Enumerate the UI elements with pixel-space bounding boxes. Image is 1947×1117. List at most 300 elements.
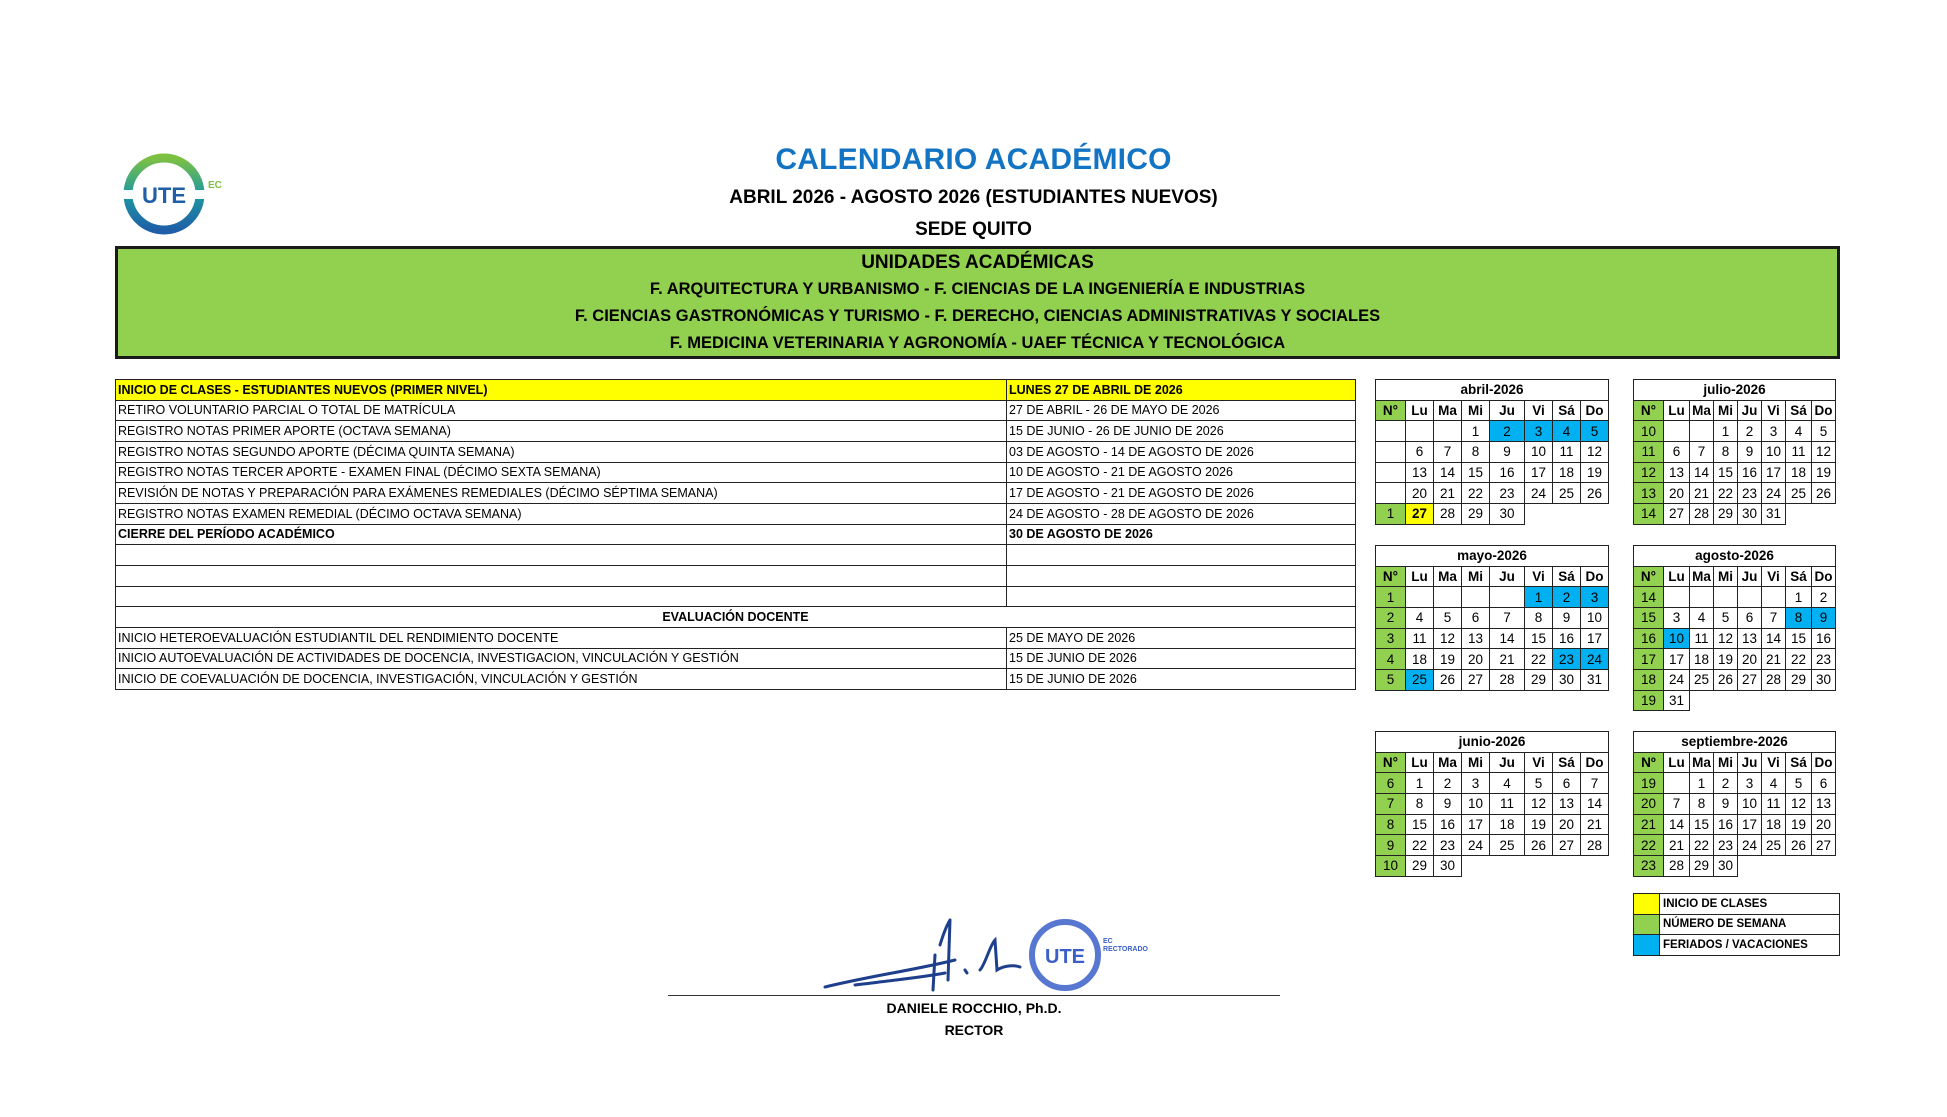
day-cell: 18 <box>1690 649 1714 670</box>
day-cell: 3 <box>1581 587 1609 608</box>
day-cell: 16 <box>1553 628 1581 649</box>
day-cell: 15 <box>1714 462 1738 483</box>
day-cell <box>1434 421 1462 442</box>
table-row <box>116 441 1356 462</box>
table-row <box>116 483 1356 504</box>
day-cell: 16 <box>1490 462 1525 483</box>
day-cell: 9 <box>1812 607 1836 628</box>
empty-cell <box>1553 503 1581 524</box>
day-cell: 14 <box>1581 793 1609 814</box>
table-row-empty <box>116 586 1356 607</box>
day-cell: 22 <box>1462 483 1490 504</box>
day-cell: 27 <box>1664 503 1690 524</box>
day-cell: 2 <box>1434 773 1462 794</box>
day-cell: 26 <box>1786 835 1812 856</box>
day-cell: 22 <box>1406 835 1434 856</box>
day-cell: 4 <box>1553 421 1581 442</box>
day-header: Do <box>1812 566 1836 587</box>
day-header: Do <box>1581 566 1609 587</box>
academic-units-line: F. ARQUITECTURA Y URBANISMO - F. CIENCIAS DE LA INGENIERÍA E INDUSTRIAS <box>649 280 1306 298</box>
day-cell: 22 <box>1714 483 1738 504</box>
day-cell: 12 <box>1786 793 1812 814</box>
week-row <box>1634 441 1836 462</box>
legend <box>1633 893 1840 956</box>
empty-cell <box>1786 503 1812 524</box>
day-cell: 17 <box>1525 462 1553 483</box>
day-cell: 29 <box>1462 503 1490 524</box>
day-cell: 18 <box>1490 814 1525 835</box>
day-cell: 20 <box>1462 649 1490 670</box>
empty-cell <box>1812 503 1836 524</box>
legend-label: FERIADOS / VACACIONES <box>1660 935 1840 956</box>
week-number: 2 <box>1376 607 1406 628</box>
day-cell: 13 <box>1462 628 1490 649</box>
week-row <box>1376 773 1609 794</box>
day-cell: 25 <box>1786 483 1812 504</box>
day-cell: 21 <box>1690 483 1714 504</box>
page-subtitle: ABRIL 2026 - AGOSTO 2026 (ESTUDIANTES NUEVOS) <box>729 187 1218 208</box>
day-cell: 29 <box>1714 503 1738 524</box>
calendar-agosto-2026 <box>1633 545 1836 711</box>
day-cell: 7 <box>1664 793 1690 814</box>
day-cell: 12 <box>1714 628 1738 649</box>
date-cell: 10 DE AGOSTO - 21 DE AGOSTO 2026 <box>1007 462 1356 483</box>
empty-cell <box>1738 690 1762 711</box>
day-header: Ma <box>1690 566 1714 587</box>
day-cell: 29 <box>1786 669 1812 690</box>
activity-cell: INICIO DE CLASES - ESTUDIANTES NUEVOS (PRIMER NIVEL) <box>116 380 1007 401</box>
week-number: 6 <box>1376 773 1406 794</box>
legend-swatch <box>1634 894 1660 915</box>
day-cell: 25 <box>1690 669 1714 690</box>
day-cell <box>1714 587 1738 608</box>
day-cell: 19 <box>1714 649 1738 670</box>
evaluation-heading: EVALUACIÓN DOCENTE <box>116 607 1356 628</box>
academic-units-heading: UNIDADES ACADÉMICAS <box>861 252 1094 273</box>
day-cell: 10 <box>1664 628 1690 649</box>
empty-cell <box>1490 855 1525 876</box>
day-cell: 24 <box>1581 649 1609 670</box>
day-header: Lu <box>1664 400 1690 421</box>
day-cell <box>1664 421 1690 442</box>
day-cell: 2 <box>1714 773 1738 794</box>
day-cell: 27 <box>1812 835 1836 856</box>
day-cell: 26 <box>1581 483 1609 504</box>
day-cell: 6 <box>1664 441 1690 462</box>
signature-and-stamp <box>815 915 1215 995</box>
day-cell <box>1762 587 1786 608</box>
day-cell: 17 <box>1762 462 1786 483</box>
day-header: Lu <box>1406 400 1434 421</box>
day-cell: 22 <box>1690 835 1714 856</box>
day-cell: 23 <box>1490 483 1525 504</box>
week-row <box>1634 669 1836 690</box>
day-cell: 20 <box>1812 814 1836 835</box>
day-cell: 21 <box>1490 649 1525 670</box>
empty-cell <box>1553 855 1581 876</box>
day-cell: 24 <box>1525 483 1553 504</box>
day-header: Sá <box>1553 566 1581 587</box>
week-number: 19 <box>1634 773 1664 794</box>
day-cell: 27 <box>1553 835 1581 856</box>
day-header: Ju <box>1738 752 1762 773</box>
day-cell: 17 <box>1581 628 1609 649</box>
day-cell: 24 <box>1738 835 1762 856</box>
svg-text:UTE: UTE <box>1045 946 1085 968</box>
week-number-header: N° <box>1376 752 1406 773</box>
week-row <box>1634 649 1836 670</box>
day-header: Do <box>1581 400 1609 421</box>
table-row <box>116 503 1356 524</box>
activity-cell: RETIRO VOLUNTARIO PARCIAL O TOTAL DE MATRÍCULA <box>116 400 1007 421</box>
day-cell: 23 <box>1434 835 1462 856</box>
week-number: 13 <box>1634 483 1664 504</box>
week-number: 14 <box>1634 503 1664 524</box>
day-header: Ma <box>1434 566 1462 587</box>
day-cell: 12 <box>1525 793 1553 814</box>
day-cell: 17 <box>1462 814 1490 835</box>
week-row <box>1634 587 1836 608</box>
day-cell: 14 <box>1664 814 1690 835</box>
table-row <box>116 627 1356 648</box>
day-cell: 20 <box>1738 649 1762 670</box>
legend-item <box>1634 894 1840 915</box>
calendar-mayo-2026 <box>1375 545 1609 691</box>
day-cell: 20 <box>1553 814 1581 835</box>
day-cell: 18 <box>1762 814 1786 835</box>
day-cell: 22 <box>1786 649 1812 670</box>
empty-cell <box>1462 855 1490 876</box>
week-row <box>1376 587 1609 608</box>
empty-cell <box>1581 855 1609 876</box>
date-cell: 15 DE JUNIO DE 2026 <box>1007 648 1356 669</box>
week-number: 19 <box>1634 690 1664 711</box>
day-cell: 9 <box>1434 793 1462 814</box>
day-cell <box>1690 421 1714 442</box>
week-number: 15 <box>1634 607 1664 628</box>
day-cell: 30 <box>1738 503 1762 524</box>
week-number: 16 <box>1634 628 1664 649</box>
day-header: Lu <box>1664 752 1690 773</box>
empty-cell <box>1786 690 1812 711</box>
week-number: 20 <box>1634 793 1664 814</box>
week-row <box>1634 421 1836 442</box>
date-cell: 15 DE JUNIO - 26 DE JUNIO DE 2026 <box>1007 421 1356 442</box>
day-cell: 1 <box>1406 773 1434 794</box>
day-cell: 2 <box>1738 421 1762 442</box>
date-cell: 17 DE AGOSTO - 21 DE AGOSTO DE 2026 <box>1007 483 1356 504</box>
day-cell: 26 <box>1525 835 1553 856</box>
day-cell: 28 <box>1490 669 1525 690</box>
day-cell: 20 <box>1406 483 1434 504</box>
day-header: Ju <box>1490 752 1525 773</box>
week-row <box>1634 855 1836 876</box>
week-row <box>1634 835 1836 856</box>
empty-cell <box>1812 855 1836 876</box>
day-header: Do <box>1812 752 1836 773</box>
empty-cell <box>1762 855 1786 876</box>
day-cell: 30 <box>1553 669 1581 690</box>
day-cell: 1 <box>1525 587 1553 608</box>
day-cell: 4 <box>1786 421 1812 442</box>
week-row <box>1376 628 1609 649</box>
day-cell: 7 <box>1581 773 1609 794</box>
activity-cell: REGISTRO NOTAS SEGUNDO APORTE (DÉCIMA QUINTA SEMANA) <box>116 441 1007 462</box>
day-cell: 16 <box>1434 814 1462 835</box>
empty-cell <box>1762 690 1786 711</box>
day-cell: 14 <box>1434 462 1462 483</box>
activity-cell: INICIO HETEROEVALUACIÓN ESTUDIANTIL DEL RENDIMIENTO DOCENTE <box>116 627 1007 648</box>
week-number: 17 <box>1634 649 1664 670</box>
week-row <box>1634 814 1836 835</box>
calendar-septiembre-2026 <box>1633 731 1836 877</box>
date-cell: 03 DE AGOSTO - 14 DE AGOSTO DE 2026 <box>1007 441 1356 462</box>
empty-cell <box>116 545 1007 566</box>
week-number: 10 <box>1376 855 1406 876</box>
day-cell: 9 <box>1738 441 1762 462</box>
month-title: septiembre-2026 <box>1634 732 1836 753</box>
table-row <box>116 669 1356 690</box>
signer-name: DANIELE ROCCHIO, Ph.D. <box>886 1000 1062 1016</box>
day-cell: 30 <box>1714 855 1738 876</box>
day-header: Sá <box>1786 400 1812 421</box>
day-header: Sá <box>1786 566 1812 587</box>
day-cell: 6 <box>1738 607 1762 628</box>
empty-cell <box>1007 565 1356 586</box>
week-number: 9 <box>1376 835 1406 856</box>
day-cell: 5 <box>1812 421 1836 442</box>
month-title: abril-2026 <box>1376 380 1609 401</box>
day-cell: 10 <box>1581 607 1609 628</box>
week-number: 10 <box>1634 421 1664 442</box>
day-header: Mi <box>1714 400 1738 421</box>
day-cell: 21 <box>1762 649 1786 670</box>
week-number: 8 <box>1376 814 1406 835</box>
table-row <box>116 648 1356 669</box>
day-cell: 31 <box>1581 669 1609 690</box>
day-cell: 31 <box>1762 503 1786 524</box>
week-number <box>1376 483 1406 504</box>
week-row <box>1376 483 1609 504</box>
day-cell <box>1664 773 1690 794</box>
empty-cell <box>1581 503 1609 524</box>
empty-cell <box>1714 690 1738 711</box>
activity-cell: REGISTRO NOTAS TERCER APORTE - EXAMEN FINAL (DÉCIMO SEXTA SEMANA) <box>116 462 1007 483</box>
day-header: Sá <box>1553 400 1581 421</box>
day-cell: 2 <box>1553 587 1581 608</box>
week-number: 1 <box>1376 503 1406 524</box>
day-cell: 26 <box>1714 669 1738 690</box>
day-cell <box>1664 587 1690 608</box>
day-cell: 31 <box>1664 690 1690 711</box>
week-number: 4 <box>1376 649 1406 670</box>
legend-swatch <box>1634 935 1660 956</box>
table-row-empty <box>116 545 1356 566</box>
day-cell <box>1738 587 1762 608</box>
week-row <box>1634 462 1836 483</box>
day-header: Ma <box>1690 400 1714 421</box>
calendar-julio-2026 <box>1633 379 1836 525</box>
table-row <box>116 524 1356 545</box>
day-cell: 7 <box>1490 607 1525 628</box>
day-cell: 24 <box>1664 669 1690 690</box>
day-cell: 9 <box>1714 793 1738 814</box>
day-cell: 15 <box>1786 628 1812 649</box>
legend-swatch <box>1634 914 1660 935</box>
day-cell: 19 <box>1812 462 1836 483</box>
week-row <box>1634 773 1836 794</box>
week-number: 18 <box>1634 669 1664 690</box>
day-cell: 5 <box>1434 607 1462 628</box>
week-row <box>1376 855 1609 876</box>
week-row <box>1376 441 1609 462</box>
day-cell: 24 <box>1462 835 1490 856</box>
date-cell: 24 DE AGOSTO - 28 DE AGOSTO DE 2026 <box>1007 503 1356 524</box>
day-cell: 6 <box>1553 773 1581 794</box>
day-cell: 5 <box>1525 773 1553 794</box>
day-cell: 10 <box>1762 441 1786 462</box>
day-cell: 3 <box>1738 773 1762 794</box>
day-cell: 28 <box>1434 503 1462 524</box>
day-cell: 29 <box>1690 855 1714 876</box>
day-cell <box>1490 587 1525 608</box>
day-cell: 13 <box>1553 793 1581 814</box>
empty-cell <box>1738 855 1762 876</box>
date-cell: LUNES 27 DE ABRIL DE 2026 <box>1007 380 1356 401</box>
day-header: Ma <box>1434 752 1462 773</box>
day-cell: 27 <box>1738 669 1762 690</box>
week-number-header: N° <box>1376 566 1406 587</box>
day-cell: 16 <box>1738 462 1762 483</box>
day-header: Mi <box>1714 752 1738 773</box>
day-header: Sá <box>1553 752 1581 773</box>
day-cell: 6 <box>1812 773 1836 794</box>
legend-item <box>1634 935 1840 956</box>
day-cell: 30 <box>1434 855 1462 876</box>
day-cell: 1 <box>1690 773 1714 794</box>
day-cell: 2 <box>1490 421 1525 442</box>
empty-cell <box>1007 545 1356 566</box>
day-cell: 26 <box>1812 483 1836 504</box>
day-cell: 25 <box>1490 835 1525 856</box>
day-header: Vi <box>1762 400 1786 421</box>
day-cell: 30 <box>1490 503 1525 524</box>
legend-item <box>1634 914 1840 935</box>
day-cell: 11 <box>1406 628 1434 649</box>
week-number: 7 <box>1376 793 1406 814</box>
week-number: 14 <box>1634 587 1664 608</box>
day-header: Ma <box>1690 752 1714 773</box>
day-cell: 3 <box>1525 421 1553 442</box>
day-cell: 5 <box>1786 773 1812 794</box>
day-cell: 13 <box>1406 462 1434 483</box>
week-row <box>1634 793 1836 814</box>
day-header: Ju <box>1490 400 1525 421</box>
day-cell: 12 <box>1812 441 1836 462</box>
day-cell: 23 <box>1812 649 1836 670</box>
week-number: 3 <box>1376 628 1406 649</box>
day-header: Lu <box>1406 566 1434 587</box>
week-number <box>1376 441 1406 462</box>
day-cell: 28 <box>1762 669 1786 690</box>
day-header: Lu <box>1664 566 1690 587</box>
legend-label: NÚMERO DE SEMANA <box>1660 914 1840 935</box>
day-cell: 1 <box>1714 421 1738 442</box>
day-cell <box>1462 587 1490 608</box>
day-cell: 15 <box>1462 462 1490 483</box>
day-cell: 3 <box>1762 421 1786 442</box>
day-cell: 4 <box>1690 607 1714 628</box>
week-row <box>1376 649 1609 670</box>
day-cell: 11 <box>1786 441 1812 462</box>
day-cell: 13 <box>1664 462 1690 483</box>
day-cell: 29 <box>1406 855 1434 876</box>
empty-cell <box>116 565 1007 586</box>
day-cell: 19 <box>1581 462 1609 483</box>
day-header: Vi <box>1762 566 1786 587</box>
day-cell: 8 <box>1690 793 1714 814</box>
day-cell: 12 <box>1581 441 1609 462</box>
day-header: Mi <box>1462 566 1490 587</box>
signer-role: RECTOR <box>944 1022 1004 1038</box>
academic-units-line: F. CIENCIAS GASTRONÓMICAS Y TURISMO - F. DERECHO, CIENCIAS ADMINISTRATIVAS Y SOCIALES <box>574 307 1381 325</box>
day-cell: 8 <box>1462 441 1490 462</box>
activity-cell: REVISIÓN DE NOTAS Y PREPARACIÓN PARA EXÁMENES REMEDIALES (DÉCIMO SÉPTIMA SEMANA) <box>116 483 1007 504</box>
day-cell: 28 <box>1581 835 1609 856</box>
week-row <box>1376 503 1609 524</box>
logo-suffix: EC <box>208 180 222 191</box>
day-cell: 8 <box>1525 607 1553 628</box>
month-title: mayo-2026 <box>1376 546 1609 567</box>
week-number: 12 <box>1634 462 1664 483</box>
day-cell: 8 <box>1714 441 1738 462</box>
day-cell: 25 <box>1553 483 1581 504</box>
day-cell: 21 <box>1434 483 1462 504</box>
signature-line <box>668 995 1280 996</box>
empty-cell <box>1007 586 1356 607</box>
empty-cell <box>1525 855 1553 876</box>
day-header: Do <box>1581 752 1609 773</box>
day-cell: 21 <box>1664 835 1690 856</box>
week-row <box>1634 483 1836 504</box>
activity-cell: CIERRE DEL PERÍODO ACADÉMICO <box>116 524 1007 545</box>
page-title: CALENDARIO ACADÉMICO <box>775 143 1172 176</box>
day-header: Vi <box>1525 400 1553 421</box>
day-header: Lu <box>1406 752 1434 773</box>
day-cell: 3 <box>1664 607 1690 628</box>
day-cell: 20 <box>1664 483 1690 504</box>
day-cell: 18 <box>1553 462 1581 483</box>
table-row <box>116 462 1356 483</box>
day-cell <box>1406 587 1434 608</box>
day-cell: 29 <box>1525 669 1553 690</box>
table-row <box>116 421 1356 442</box>
legend-label: INICIO DE CLASES <box>1660 894 1840 915</box>
academic-units-box <box>115 246 1840 359</box>
activity-cell: INICIO AUTOEVALUACIÓN DE ACTIVIDADES DE DOCENCIA, INVESTIGACION, VINCULACIÓN Y GESTIÓN <box>116 648 1007 669</box>
week-row <box>1376 814 1609 835</box>
day-cell: 8 <box>1406 793 1434 814</box>
academic-units-line: F. MEDICINA VETERINARIA Y AGRONOMÍA - UAEF TÉCNICA Y TECNOLÓGICA <box>669 334 1286 352</box>
day-cell: 27 <box>1406 503 1434 524</box>
day-cell: 1 <box>1786 587 1812 608</box>
empty-cell <box>1690 690 1714 711</box>
day-cell: 4 <box>1762 773 1786 794</box>
day-header: Do <box>1812 400 1836 421</box>
day-cell: 9 <box>1490 441 1525 462</box>
day-cell: 7 <box>1690 441 1714 462</box>
day-cell <box>1406 421 1434 442</box>
